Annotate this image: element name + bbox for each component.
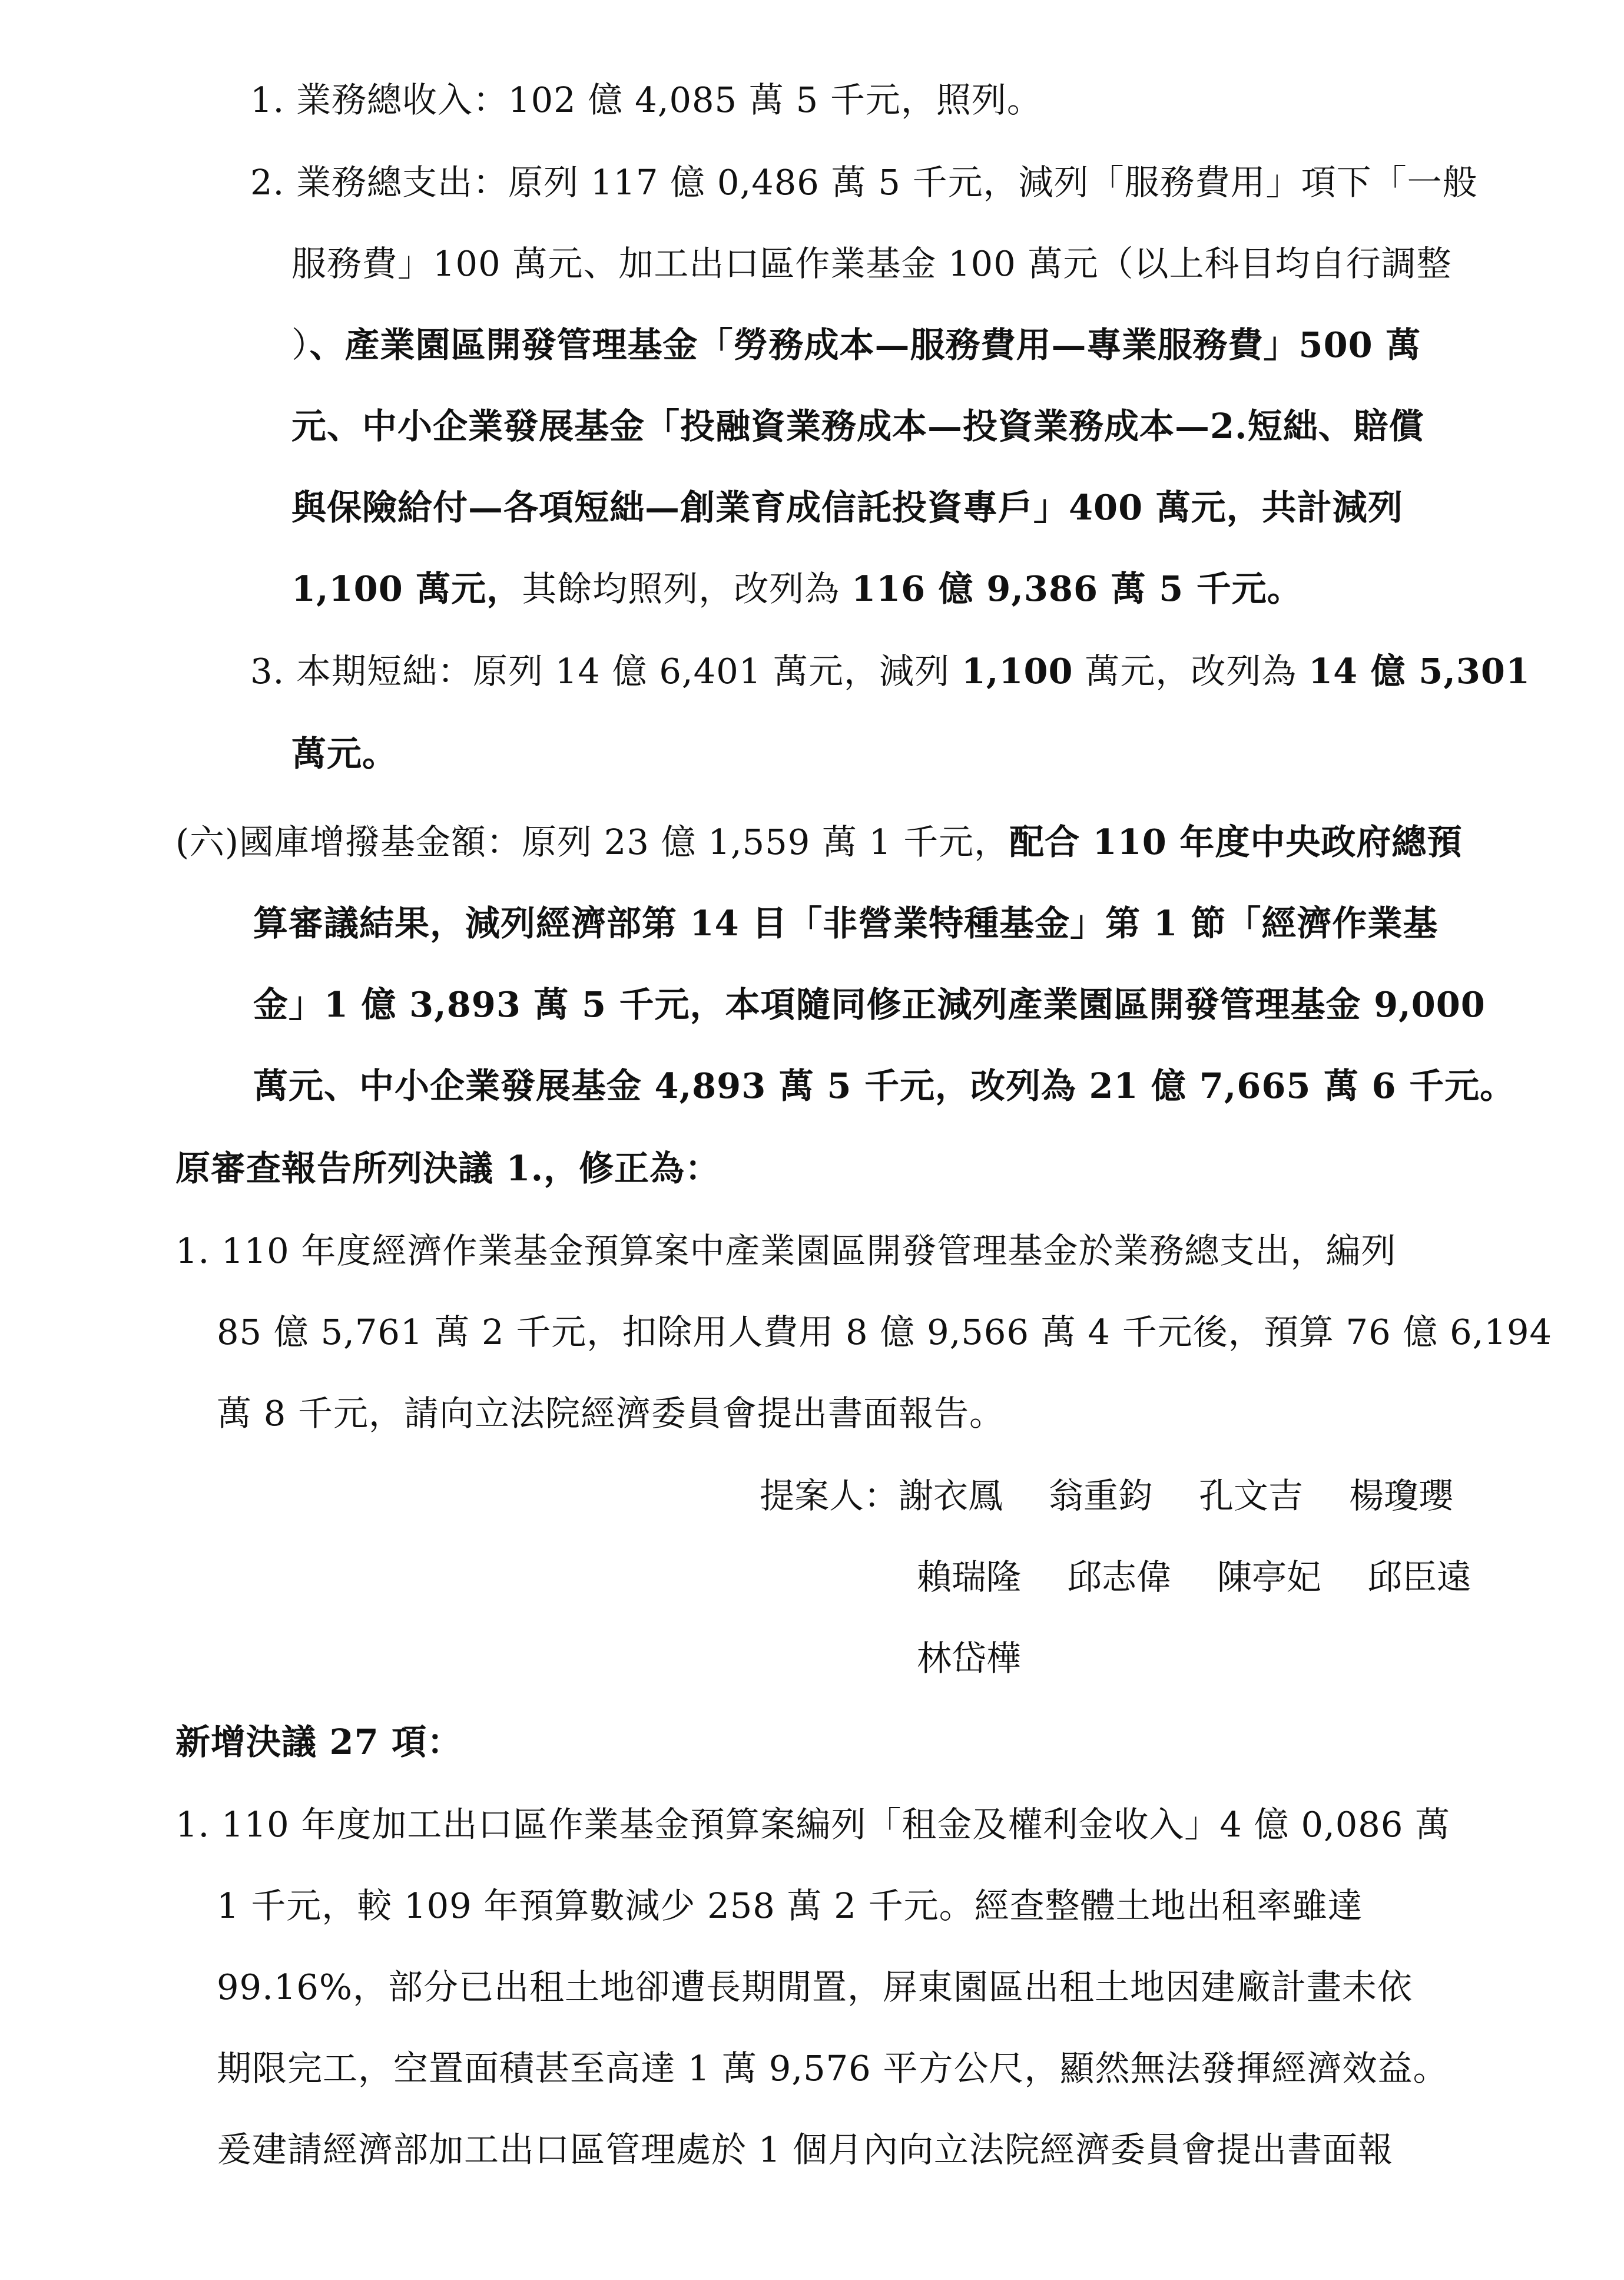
item-3-text-b: 1,100 <box>961 651 1073 691</box>
proposer-name: 陳亭妃 <box>1217 1557 1322 1597</box>
proposer-name: 賴瑞隆 <box>917 1557 1022 1597</box>
proposer-name: 林岱樺 <box>917 1638 1022 1679</box>
item-2-line-2: 服務費」100 萬元、加工出口區作業基金 100 萬元（以上科目均自行調整 <box>291 243 1452 284</box>
item-1-revenue: 1. 業務總收入：102 億 4,085 萬 5 千元，照列。 <box>250 80 1042 120</box>
item-six-text-a: (六)國庫增撥基金額：原列 23 億 1,559 萬 1 千元， <box>175 822 1010 862</box>
proposer-name: 楊瓊瓔 <box>1349 1475 1454 1516</box>
proposer-name: 謝衣鳳 <box>899 1475 1003 1516</box>
item-2-line-6-bold-b: 116 億 9,386 萬 5 千元。 <box>851 568 1302 609</box>
proposer-name: 邱志偉 <box>1067 1557 1172 1597</box>
item-2-line-1: 2. 業務總支出：原列 117 億 0,486 萬 5 千元，減列「服務費用」項下「一般 <box>250 162 1478 203</box>
item-3-text-a: 3. 本期短絀：原列 14 億 6,401 萬元，減列 <box>250 651 962 691</box>
item-2-line-6-bold-a: 1,100 萬元， <box>291 568 522 609</box>
proposer-name: 孔文吉 <box>1199 1475 1304 1516</box>
new-resolutions-heading: 新增決議 27 項： <box>175 1722 463 1762</box>
item-2-line-4: 元、中小企業發展基金「投融資業務成本—投資業務成本—2.短絀、賠償 <box>291 406 1424 446</box>
new-resolution-line-5: 爰建請經濟部加工出口區管理處於 1 個月內向立法院經濟委員會提出書面報 <box>217 2129 1394 2170</box>
item-six-line-1 <box>175 819 1462 866</box>
item-2-line-3 <box>291 322 1421 369</box>
proposers-row-1 <box>760 1472 1453 1520</box>
item-six-line-4: 萬元、中小企業發展基金 4,893 萬 5 千元，改列為 21 億 7,665 萬 6 千元。 <box>253 1065 1516 1106</box>
revision-line-1: 1. 110 年度經濟作業基金預算案中產業園區開發管理基金於業務總支出，編列 <box>175 1230 1397 1271</box>
item-3-line-1 <box>250 648 1530 695</box>
revision-line-3: 萬 8 千元，請向立法院經濟委員會提出書面報告。 <box>217 1393 1005 1434</box>
revision-line-2: 85 億 5,761 萬 2 千元，扣除用人費用 8 億 9,566 萬 4 千元後，預算 76 億 6,194 <box>217 1312 1553 1352</box>
new-resolution-line-4: 期限完工，空置面積甚至高達 1 萬 9,576 平方公尺，顯然無法發揮經濟效益。 <box>217 2048 1449 2089</box>
item-2-line-5: 與保險給付—各項短絀—創業育成信託投資專戶」400 萬元，共計減列 <box>291 487 1403 528</box>
proposers-label: 提案人： <box>760 1475 899 1516</box>
item-six-line-3: 金」1 億 3,893 萬 5 千元，本項隨同修正減列產業園區開發管理基金 9,000 <box>253 984 1486 1025</box>
new-resolution-line-1: 1. 110 年度加工出口區作業基金預算案編列「租金及權利金收入」4 億 0,086 萬 <box>175 1804 1451 1845</box>
item-3-text-d: 14 億 5,301 <box>1308 651 1531 691</box>
proposers-row-3 <box>917 1635 1021 1682</box>
new-resolution-line-2: 1 千元，較 109 年預算數減少 258 萬 2 千元。經查整體土地出租率雖達 <box>217 1885 1363 1926</box>
item-2-line-6 <box>291 565 1302 613</box>
item-3-text-c: 萬元，改列為 <box>1073 651 1309 691</box>
item-six-line-2: 算審議結果，減列經濟部第 14 目「非營業特種基金」第 1 節「經濟作業基 <box>253 903 1439 944</box>
revision-heading: 原審查報告所列決議 1.，修正為： <box>175 1148 721 1189</box>
proposer-name: 翁重鈞 <box>1049 1475 1154 1516</box>
proposers-row-2 <box>917 1554 1471 1601</box>
new-resolution-line-3: 99.16%，部分已出租土地卻遭長期閒置，屏東園區出租土地因建廠計畫未依 <box>217 1967 1413 2007</box>
item-six-text-b: 配合 110 年度中央政府總預 <box>1009 822 1463 862</box>
item-2-line-3-text: 、產業園區開發管理基金「勞務成本—服務費用—專業服務費」500 萬 <box>309 325 1421 365</box>
item-3-line-2: 萬元。 <box>291 733 398 774</box>
proposer-name: 邱臣遠 <box>1367 1557 1472 1597</box>
item-2-line-3-paren: ） <box>291 325 310 365</box>
item-2-line-6-normal: 其餘均照列，改列為 <box>522 568 852 609</box>
